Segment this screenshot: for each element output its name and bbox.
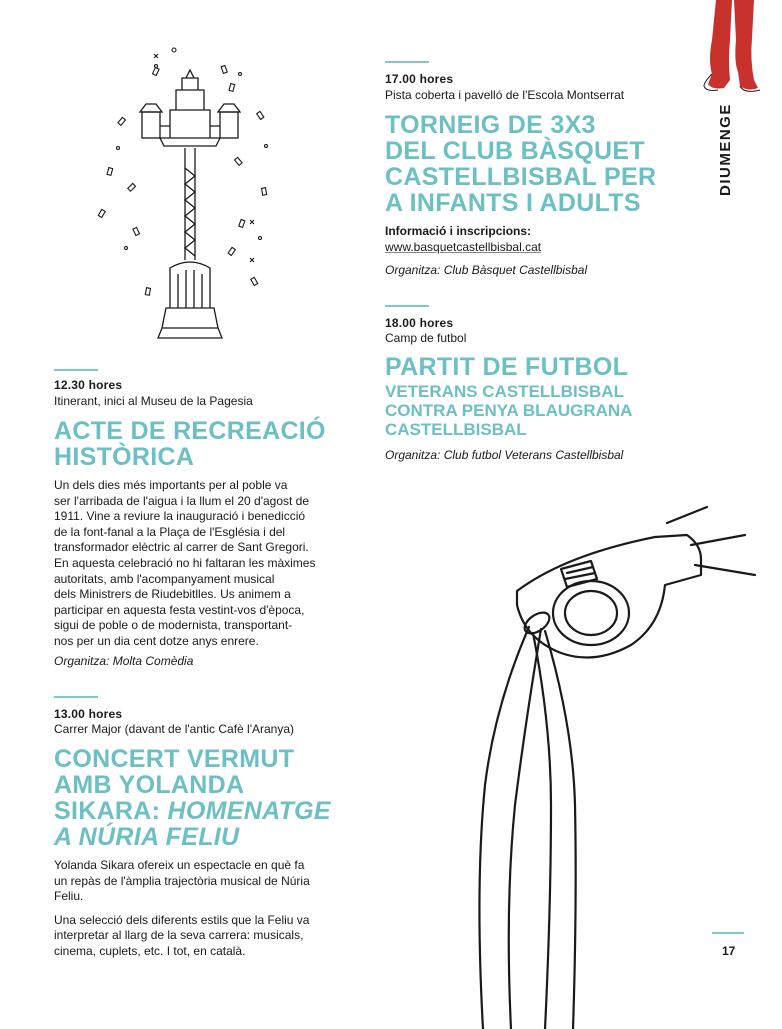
- day-label: DIUMENGE: [717, 103, 734, 196]
- section-rule: [54, 696, 98, 698]
- event-organizer: Organitza: Club futbol Veterans Castellbisbal: [385, 448, 624, 462]
- event-time: 13.00 hores: [54, 707, 123, 721]
- event-time: 12.30 hores: [54, 378, 123, 392]
- event-title: ACTE DE RECREACIÓ HISTÒRICA: [54, 417, 326, 471]
- event-venue: Itinerant, inici al Museu de la Pagesia: [54, 394, 253, 408]
- section-rule: [54, 369, 98, 371]
- page-number-rule: [712, 932, 744, 934]
- event-venue: Camp de futbol: [385, 331, 467, 345]
- event-venue: Carrer Major (davant de l'antic Cafè l'Aranya): [54, 722, 295, 736]
- legs-illustration: [690, 0, 782, 100]
- event-time: 17.00 hores: [385, 72, 454, 86]
- lamp-post-illustration: [90, 38, 290, 348]
- info-label: Informació i inscripcions:: [385, 224, 532, 238]
- event-title: PARTIT DE FUTBOL: [385, 353, 629, 381]
- event-time: 18.00 hores: [385, 316, 454, 330]
- event-description: Un dels dies més importants per al poble va ser l'arribada de l'aigua i la llum el 20 d'agost de 1911. Vine a reviure la inauguració i benedicció de la font-fanal a la Plaça de l'Església i del transformador elèctric al carrer de Sant Gregori. En aquesta celebració no hi faltaran les màximes autoritats, amb l'acompanyament musical dels Ministrers de Riudebitlles. Us animem a participar en aquesta festa vestint-vos d'època, sigui de poble o de modernista, transportant- nos per un dia cent dotze anys enrere.: [54, 478, 316, 648]
- event-title: CONCERT VERMUT AMB YOLANDA SIKARA: HOMENATGE A NÚRIA FELIU: [54, 745, 331, 851]
- event-organizer: Organitza: Club Bàsquet Castellbisbal: [385, 263, 588, 277]
- event-description: Yolanda Sikara ofereix un espectacle en què fa un repàs de l'àmplia trajectòria musical de Núria Feliu. Una selecció dels diferents estils que la Feliu va interpretar al llarg de la seva carrera: musicals, cinema, cuplets, etc. I tot, en català.: [54, 858, 310, 958]
- event-title: TORNEIG DE 3X3 DEL CLUB BÀSQUET CASTELLBISBAL PER A INFANTS I ADULTS: [385, 111, 657, 217]
- event-title-italic: A NÚRIA FELIU: [54, 823, 240, 851]
- section-rule: [385, 61, 429, 63]
- info-link[interactable]: www.basquetcastellbisbal.cat: [385, 240, 542, 254]
- event-title-italic: HOMENATGE: [167, 797, 331, 825]
- event-organizer: Organitza: Molta Comèdia: [54, 654, 194, 668]
- page-number: 17: [722, 944, 736, 958]
- event-venue: Pista coberta i pavelló de l'Escola Montserrat: [385, 88, 625, 102]
- event-subtitle: VETERANS CASTELLBISBAL CONTRA PENYA BLAUGRANA CASTELLBISBAL: [385, 382, 633, 439]
- section-rule: [385, 305, 429, 307]
